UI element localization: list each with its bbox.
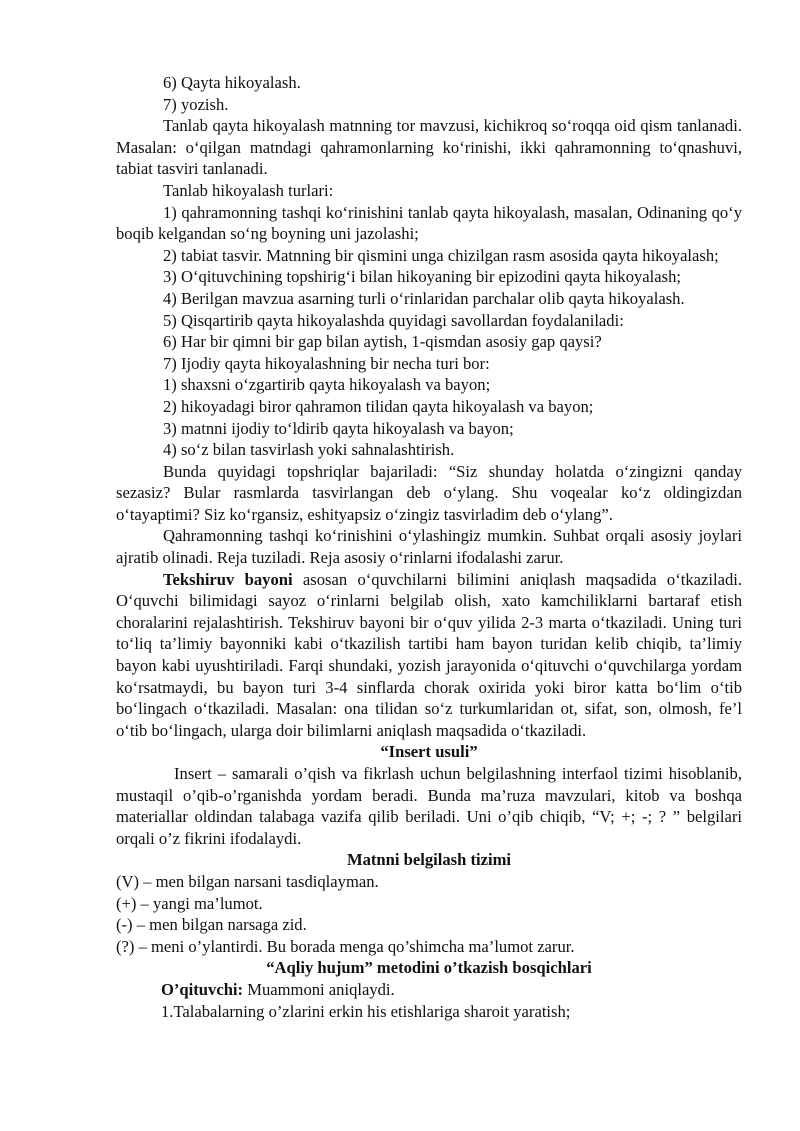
paragraph: Tanlab qayta hikoyalash matnning tor mavzusi, kichikroq so‘roqqa oid qism tanlanadi. Masalan: o‘qilgan matndagi qahramonlarning ko‘rinishi, ikki qahramonning to‘qnashuvi, tabiat tasviri tanlanadi. xyxy=(116,116,742,179)
term-bold: O’qituvchi: xyxy=(161,979,244,999)
term-bold: Tekshiruv bayoni xyxy=(163,569,293,589)
list-item: 4) so‘z bilan tasvirlash yoki sahnalashtirish. xyxy=(163,440,455,460)
list-item: 2) tabiat tasvir. Matnning bir qismini unga chizilgan rasm asosida qayta hikoyalash; xyxy=(163,245,719,265)
list-item: (V) – men bilgan narsani tasdiqlayman. xyxy=(116,871,379,891)
list-item: 4) Berilgan mavzua asarning turli o‘rinlaridan parchalar olib qayta hikoyalash. xyxy=(163,288,685,308)
paragraph-text: asosan o‘quvchilarni bilimini aniqlash maqsadida o‘tkaziladi. O‘quvchi bilimidagi sayoz o‘rinlarni belgilab olish, xato kamchiliklarni bartaraf etish choralarini rejalashtirish. Tekshiruv bayoni bir o‘quv yilida 2-3 marta o‘tkaziladi. Uning turi to‘liq ta’limiy bayonniki kabi o‘tkazilish tartibi ham bayon turidan kelib chiqib, ta’limiy bayon kabi uyushtiriladi. Farqi shundaki, yozish jarayonida o‘qituvchi o‘quvchilarga yordam ko‘rsatmaydi, bu bayon turi 3-4 sinflarda chorak oxirida yoki biror katta bo‘lim o‘tib bo‘lingach o‘tkaziladi. Masalan: ona tilidan so‘z turkumlaridan ot, sifat, son, olmosh, fe’l o‘tib bo‘lingach, ularga doir bilimlarni aniqlash maqsadida o‘tkaziladi. xyxy=(116,569,742,740)
paragraph-text: Muammoni aniqlaydi. xyxy=(243,979,395,999)
list-item: 6) Qayta hikoyalash. xyxy=(163,73,301,92)
list-item: 3) matnni ijodiy to‘ldirib qayta hikoyalash va bayon; xyxy=(163,418,514,438)
paragraph: Tanlab hikoyalash turlari: xyxy=(163,180,334,200)
list-item: 2) hikoyadagi biror qahramon tilidan qayta hikoyalash va bayon; xyxy=(163,396,594,416)
list-item: 7) Ijodiy qayta hikoyalashning bir necha turi bor: xyxy=(163,353,490,373)
document-body xyxy=(116,72,742,1022)
list-item: (-) – men bilgan narsaga zid. xyxy=(116,915,307,935)
paragraph: Insert – samarali o’qish va fikrlash uchun belgilashning interfaol tizimi hisoblanib, mustaqil o’qib-o’rganishda yordam beradi. Bunda ma’ruza mavzulari, kitob va boshqa materiallar oldindan talabaga vazifa qilib beriladi. Uni o’qib chiqib, “V; +; -; ? ” belgilari orqali o’z fikrini ifodalaydi. xyxy=(116,764,742,848)
list-item: 6) Har bir qimni bir gap bilan aytish, 1-qismdan asosiy gap qaysi? xyxy=(163,332,602,352)
list-item: 3) O‘qituvchining topshirig‘i bilan hikoyaning bir epizodini qayta hikoyalash; xyxy=(163,267,682,287)
list-item: 1) qahramonning tashqi ko‘rinishini tanlab qayta hikoyalash, masalan, Odinaning qo‘y boqib kelgandan so‘ng boyning uni jazolashi; xyxy=(116,202,742,244)
list-item: 5) Qisqartirib qayta hikoyalashda quyidagi savollardan foydalaniladi: xyxy=(163,310,624,330)
list-item: 1.Talabalarning o’zlarini erkin his etishlariga sharoit yaratish; xyxy=(161,1001,571,1021)
paragraph-tekshiruv-bayoni xyxy=(116,569,742,742)
section-heading: “Insert usuli” xyxy=(380,742,478,762)
list-item: (?) – meni o’ylantirdi. Bu borada menga qo’shimcha ma’lumot zarur. xyxy=(116,936,575,956)
section-heading: “Aqliy hujum” metodini o’tkazish bosqichlari xyxy=(266,958,592,978)
list-item: (+) – yangi ma’lumot. xyxy=(116,893,263,913)
paragraph: Bunda quyidagi topshriqlar bajariladi: “Siz shunday holatda o‘zingizni qanday sezasiz? Bular rasmlarda tasvirlangan deb o‘ylang. Shu voqealar ko‘z oldingizdan o‘tayaptimi? Siz ko‘rgansiz, eshityapsiz o‘zingiz tasvirladim deb o‘ylang”. xyxy=(116,461,742,524)
list-item: 7) yozish. xyxy=(163,94,229,114)
list-item: 1) shaxsni o‘zgartirib qayta hikoyalash va bayon; xyxy=(163,375,491,395)
section-heading: Matnni belgilash tizimi xyxy=(346,850,512,870)
paragraph-oqituvchi xyxy=(116,979,742,1001)
paragraph: Qahramonning tashqi ko‘rinishini o‘ylashingiz mumkin. Suhbat orqali asosiy joylari ajratib olinadi. Reja tuziladi. Reja asosiy o‘rinlarni ifodalashi zarur. xyxy=(116,526,742,568)
